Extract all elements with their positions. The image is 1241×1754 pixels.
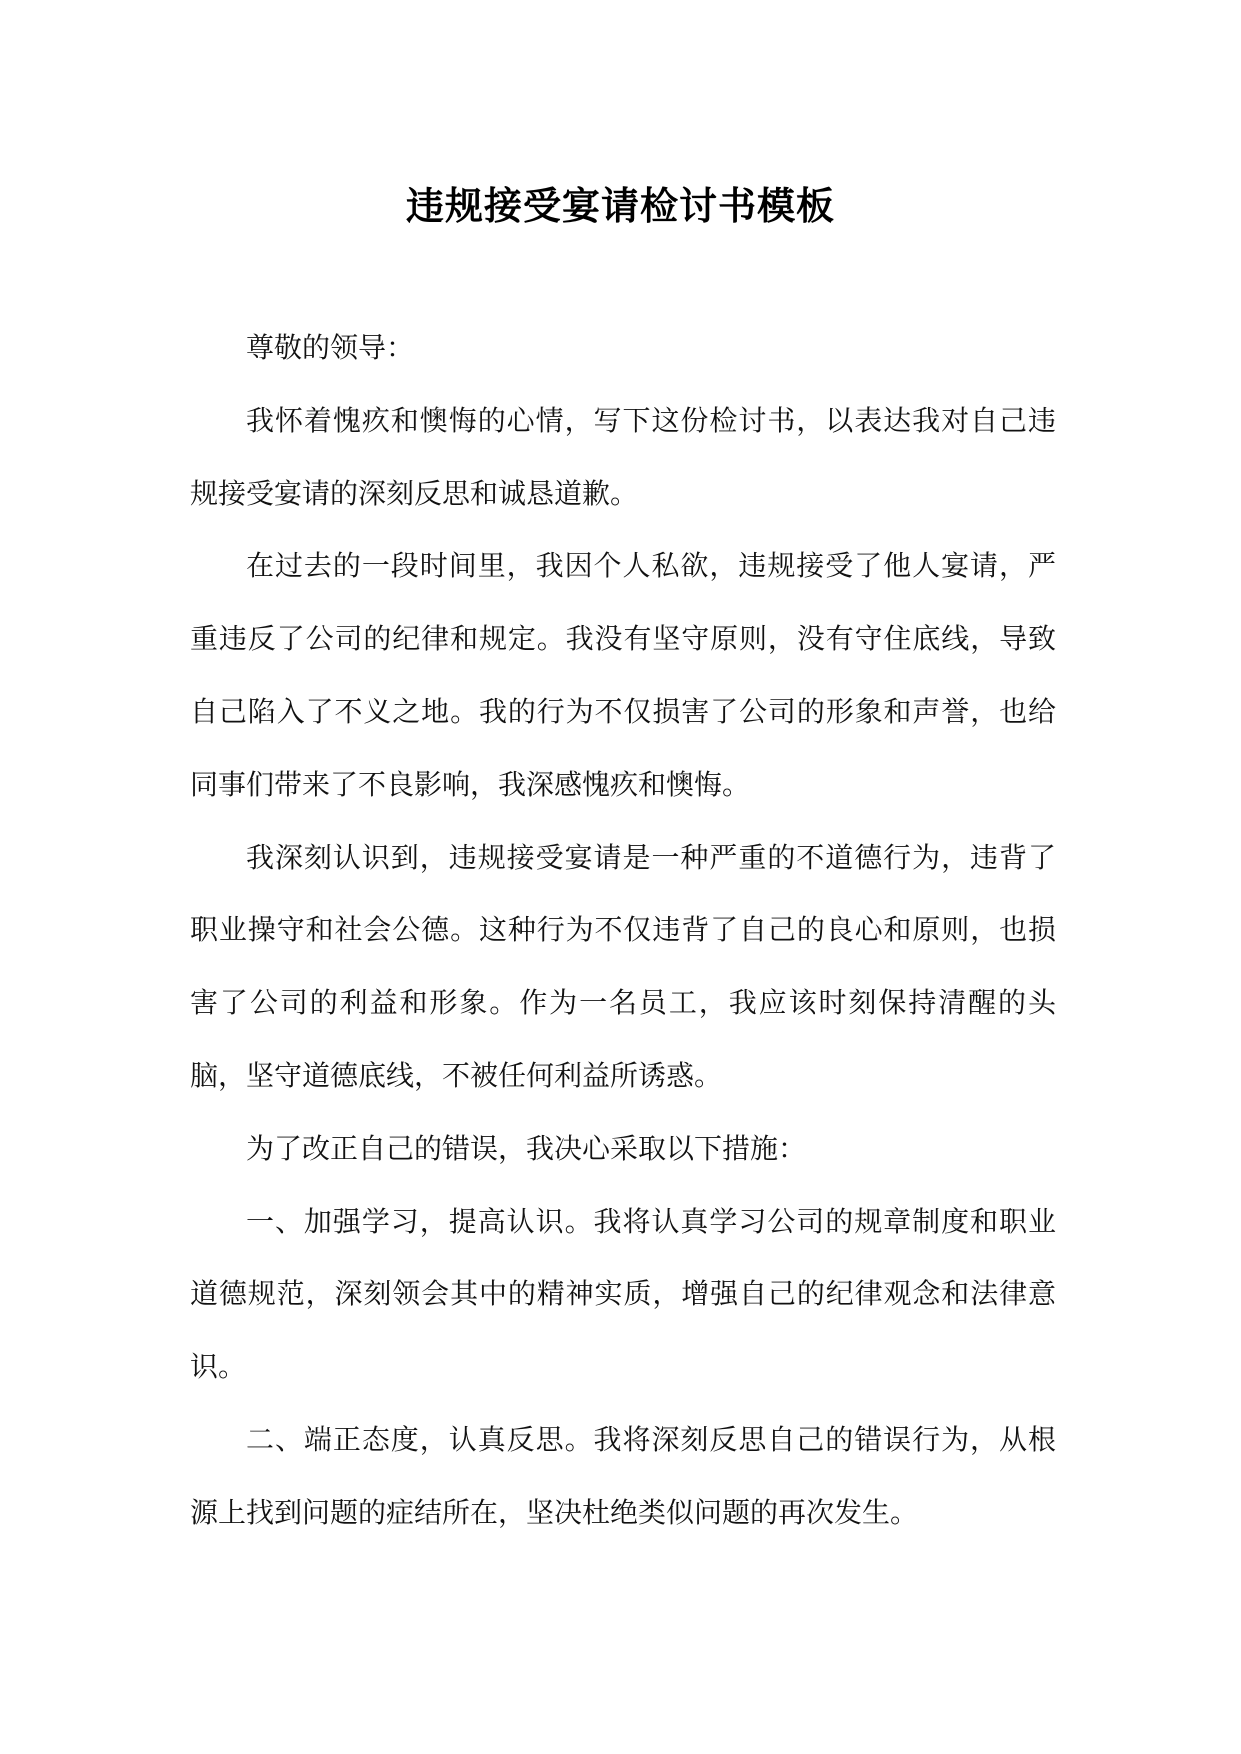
- paragraph-reflection: 我深刻认识到，违规接受宴请是一种严重的不道德行为，违背了职业操守和社会公德。这种行为不仅违背了自己的良心和原则，也损害了公司的利益和形象。作为一名员工，我应该时刻保持清醒的头脑，坚守道德底线，不被任何利益所诱惑。: [190, 840, 1056, 1092]
- salutation: 尊敬的领导：: [246, 331, 415, 364]
- paragraph-incident: 在过去的一段时间里，我因个人私欲，违规接受了他人宴请，严重违反了公司的纪律和规定。我没有坚守原则，没有守住底线，导致自己陷入了不义之地。我的行为不仅损害了公司的形象和声誉，也给同事们带来了不良影响，我深感愧疚和懊悔。: [190, 549, 1056, 801]
- paragraph-measure-2: 二、端正态度，认真反思。我将深刻反思自己的错误行为，从根源上找到问题的症结所在，坚决杜绝类似问题的再次发生。: [190, 1422, 1056, 1529]
- paragraph-measures-intro: 为了改正自己的错误，我决心采取以下措施：: [246, 1131, 807, 1165]
- paragraph-intro: 我怀着愧疚和懊悔的心情，写下这份检讨书，以表达我对自己违规接受宴请的深刻反思和诚恳道歉。: [190, 403, 1056, 510]
- document-body: [190, 312, 1056, 1550]
- paragraph-measure-1: 一、加强学习，提高认识。我将认真学习公司的规章制度和职业道德规范，深刻领会其中的精神实质，增强自己的纪律观念和法律意识。: [190, 1204, 1056, 1384]
- document-title: 违规接受宴请检讨书模板: [405, 183, 835, 228]
